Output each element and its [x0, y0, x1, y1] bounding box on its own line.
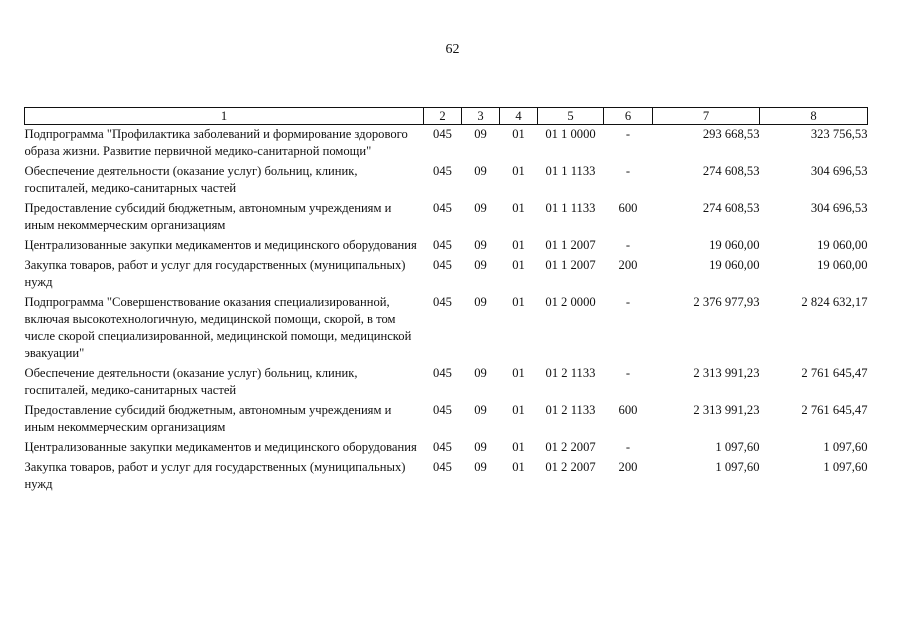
row-col-4: 01	[512, 295, 525, 309]
row-col-6: 200	[618, 460, 638, 474]
row-col-6: -	[625, 164, 631, 178]
row-col-6: -	[625, 366, 631, 380]
row-col-4: 01	[512, 366, 525, 380]
table-row	[25, 236, 868, 256]
row-col-3: 09	[474, 238, 487, 252]
row-col-2: 045	[433, 460, 452, 474]
table-row	[25, 162, 868, 199]
header-cell-7: 7	[653, 108, 760, 125]
row-col-3: 09	[474, 295, 487, 309]
row-col-6: -	[625, 295, 631, 309]
row-col-3: 09	[474, 127, 487, 141]
row-col-5: 01 1 2007	[545, 258, 596, 272]
table-row	[25, 401, 868, 438]
row-col-4: 01	[512, 403, 525, 417]
row-col-8: 1 097,60	[823, 460, 868, 474]
header-cell-5: 5	[538, 108, 604, 125]
row-col-5: 01 1 2007	[545, 238, 596, 252]
row-col-8: 323 756,53	[810, 127, 868, 141]
header-row	[25, 108, 868, 125]
row-col-4: 01	[512, 127, 525, 141]
row-name: Обеспечение деятельности (оказание услуг) больниц, клиник, госпиталей, медико-санитарных частей	[24, 366, 358, 397]
row-col-5: 01 2 1133	[545, 366, 596, 380]
row-name: Обеспечение деятельности (оказание услуг) больниц, клиник, госпиталей, медико-санитарных частей	[24, 164, 358, 195]
row-col-6: -	[625, 440, 631, 454]
row-col-5: 01 2 2007	[545, 440, 596, 454]
table-row	[25, 125, 868, 163]
row-col-2: 045	[433, 403, 452, 417]
row-col-3: 09	[474, 366, 487, 380]
row-col-8: 304 696,53	[810, 201, 868, 215]
row-col-2: 045	[433, 164, 452, 178]
row-col-6: 600	[618, 201, 638, 215]
row-col-6: 200	[618, 258, 638, 272]
row-col-4: 01	[512, 201, 525, 215]
row-col-8: 304 696,53	[810, 164, 868, 178]
header-cell-4: 4	[500, 108, 538, 125]
table-row	[25, 256, 868, 293]
row-col-5: 01 2 1133	[545, 403, 596, 417]
header-cell-3: 3	[462, 108, 500, 125]
row-col-2: 045	[433, 366, 452, 380]
row-col-5: 01 1 0000	[545, 127, 596, 141]
row-col-7: 2 313 991,23	[693, 403, 760, 417]
row-col-4: 01	[512, 440, 525, 454]
row-name: Закупка товаров, работ и услуг для государственных (муниципальных) нужд	[24, 460, 406, 491]
page-number: 62	[445, 42, 460, 57]
row-col-5: 01 2 2007	[545, 460, 596, 474]
row-name: Предоставление субсидий бюджетным, автономным учреждениям и иным некоммерческим организациям	[24, 403, 392, 434]
table-row	[25, 458, 868, 495]
row-col-8: 1 097,60	[823, 440, 868, 454]
header-cell-2: 2	[424, 108, 462, 125]
row-col-3: 09	[474, 201, 487, 215]
row-col-4: 01	[512, 238, 525, 252]
header-cell-1: 1	[25, 108, 424, 125]
row-col-7: 2 376 977,93	[693, 295, 760, 309]
header-cell-6: 6	[604, 108, 653, 125]
row-col-3: 09	[474, 440, 487, 454]
row-col-6: 600	[618, 403, 638, 417]
row-col-8: 19 060,00	[817, 238, 868, 252]
table-row	[25, 364, 868, 401]
row-col-2: 045	[433, 258, 452, 272]
row-col-3: 09	[474, 258, 487, 272]
row-col-6: -	[625, 127, 631, 141]
row-col-5: 01 1 1133	[545, 164, 596, 178]
header-cell-8: 8	[760, 108, 868, 125]
row-col-5: 01 1 1133	[545, 201, 596, 215]
row-col-2: 045	[433, 201, 452, 215]
row-col-5: 01 2 0000	[545, 295, 596, 309]
row-col-7: 293 668,53	[702, 127, 760, 141]
row-col-7: 2 313 991,23	[693, 366, 760, 380]
row-col-7: 1 097,60	[715, 460, 760, 474]
table-row	[25, 199, 868, 236]
table-row	[25, 293, 868, 364]
row-col-2: 045	[433, 440, 452, 454]
row-col-7: 19 060,00	[709, 258, 760, 272]
row-col-2: 045	[433, 295, 452, 309]
row-col-7: 19 060,00	[709, 238, 760, 252]
row-name: Подпрограмма "Совершенствование оказания специализированной, включая высокотехнологичную, медицинской помощи, скорой, в том числе скорой специализированной, медицинской помощи, медицинской эвакуации"	[24, 295, 412, 360]
row-col-7: 1 097,60	[715, 440, 760, 454]
row-col-4: 01	[512, 460, 525, 474]
row-col-8: 2 761 645,47	[801, 366, 868, 380]
row-col-7: 274 608,53	[702, 164, 760, 178]
row-col-8: 2 824 632,17	[801, 295, 868, 309]
row-col-8: 2 761 645,47	[801, 403, 868, 417]
row-name: Предоставление субсидий бюджетным, автономным учреждениям и иным некоммерческим организациям	[24, 201, 392, 232]
row-col-6: -	[625, 238, 631, 252]
row-col-4: 01	[512, 164, 525, 178]
budget-table	[24, 107, 868, 495]
row-col-2: 045	[433, 238, 452, 252]
row-name: Подпрограмма "Профилактика заболеваний и формирование здорового образа жизни. Развитие первичной медико-санитарной помощи"	[24, 127, 408, 158]
row-col-7: 274 608,53	[702, 201, 760, 215]
row-col-2: 045	[433, 127, 452, 141]
row-col-3: 09	[474, 460, 487, 474]
row-name: Централизованные закупки медикаментов и медицинского оборудования	[24, 440, 417, 454]
row-col-3: 09	[474, 164, 487, 178]
row-col-3: 09	[474, 403, 487, 417]
row-name: Централизованные закупки медикаментов и медицинского оборудования	[24, 238, 417, 252]
row-col-8: 19 060,00	[817, 258, 868, 272]
row-name: Закупка товаров, работ и услуг для государственных (муниципальных) нужд	[24, 258, 406, 289]
table-row	[25, 438, 868, 458]
row-col-4: 01	[512, 258, 525, 272]
